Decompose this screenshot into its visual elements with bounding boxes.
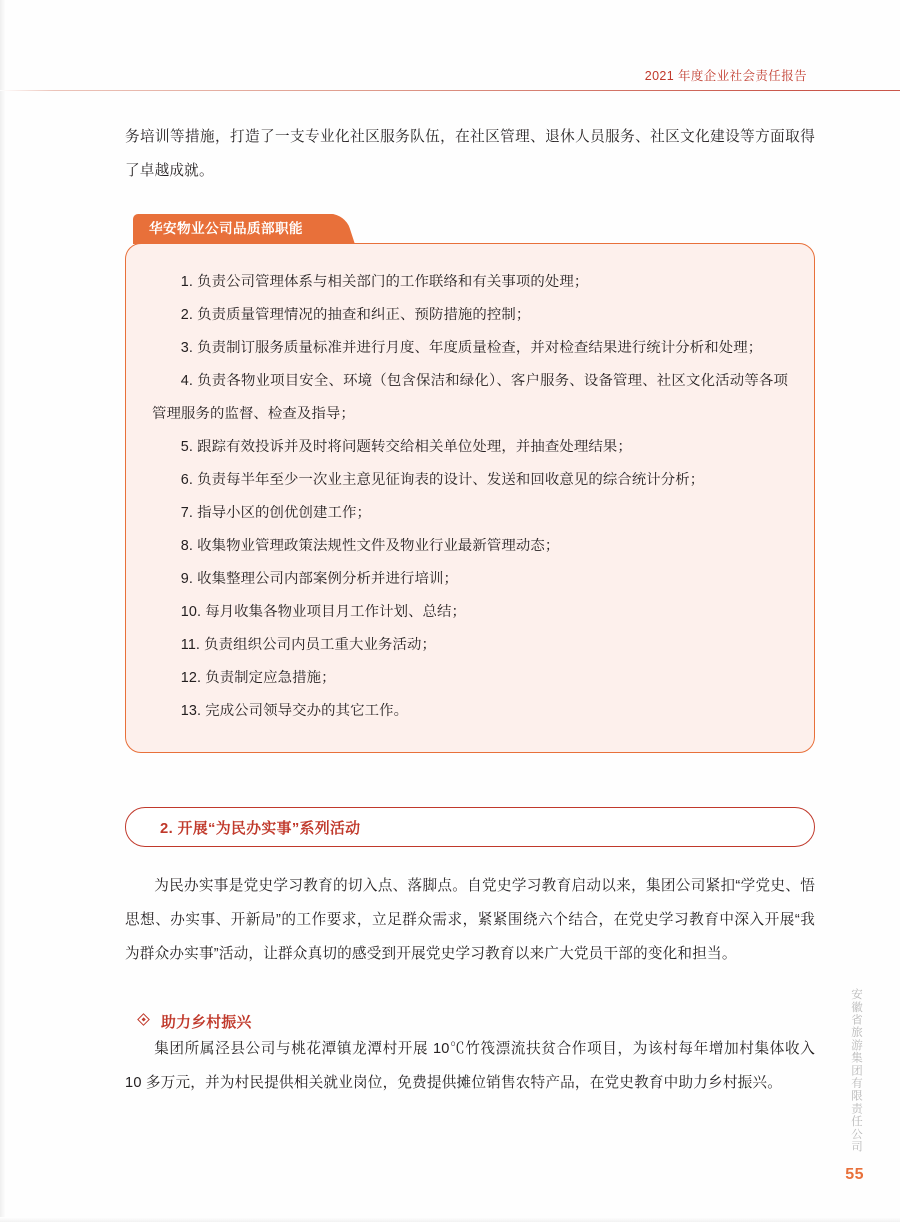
list-item: 12. 负责制定应急措施； (180, 670, 336, 686)
list-item: 2. 负责质量管理情况的抽查和纠正、预防措施的控制； (180, 307, 531, 323)
section-paragraph: 为民办实事是党史学习教育的切入点、落脚点。自党史学习教育启动以来，集团公司紧扣“学党史、悟思想、办实事、开新局”的工作要求，立足群众需求，紧紧围绕六个结合，在党史学习教育中深入开展“我为群众办实事”活动，让群众真切的感受到开展党史学习教育以来广大党员干部的变化和担当。 (125, 878, 815, 962)
duties-panel-tab: 华安物业公司品质部职能 (133, 214, 337, 244)
subsection-heading-label: 助力乡村振兴 (161, 1015, 252, 1031)
duties-panel-body (125, 243, 815, 753)
subsection-heading (125, 1011, 815, 1032)
list-item: 3. 负责制订服务质量标准并进行月度、年度质量检查，并对检查结果进行统计分析和处理； (180, 340, 763, 356)
list-item: 7. 指导小区的创优创建工作； (180, 505, 371, 521)
running-header: 2021 年度企业社会责任报告 (644, 69, 807, 83)
company-side-text: 安徽省旅游集团有限责任公司 (850, 988, 862, 1154)
list-item: 5. 跟踪有效投诉并及时将问题转交给相关单位处理，并抽查处理结果； (180, 439, 632, 455)
header-divider (0, 90, 900, 91)
section-heading-label: 2. 开展“为民办实事”系列活动 (160, 820, 361, 837)
duties-list (152, 266, 788, 728)
intro-paragraph: 务培训等措施，打造了一支专业化社区服务队伍，在社区管理、退休人员服务、社区文化建设等方面取得了卓越成就。 (125, 129, 815, 179)
list-item: 10. 每月收集各物业项目月工作计划、总结； (180, 604, 467, 620)
page-left-edge (0, 0, 6, 1222)
list-item: 11. 负责组织公司内员工重大业务活动； (180, 637, 436, 653)
list-item: 8. 收集物业管理政策法规性文件及物业行业最新管理动态； (180, 538, 560, 554)
duties-panel (125, 214, 815, 753)
section-heading (125, 807, 815, 847)
list-item: 6. 负责每半年至少一次业主意见征询表的设计、发送和回收意见的综合统计分析； (180, 472, 705, 488)
subsection-paragraph: 集团所属泾县公司与桃花潭镇龙潭村开展 10℃竹筏漂流扶贫合作项目，为该村每年增加村集体收入 10 多万元，并为村民提供相关就业岗位，免费提供摊位销售农特产品，在党史教育中助力乡村振兴。 (125, 1041, 815, 1091)
list-item: 4. 负责各物业项目安全、环境（包含保洁和绿化）、客户服务、设备管理、社区文化活动等各项管理服务的监督、检查及指导； (152, 373, 788, 422)
list-item: 1. 负责公司管理体系与相关部门的工作联络和有关事项的处理； (180, 274, 589, 290)
list-item: 13. 完成公司领导交办的其它工作。 (180, 703, 409, 719)
list-item: 9. 收集整理公司内部案例分析并进行培训； (180, 571, 458, 587)
page-content (125, 120, 815, 1100)
page-number: 55 (845, 1166, 864, 1183)
diamond-bullet-icon (139, 1015, 152, 1028)
page-bottom-edge (0, 1217, 900, 1222)
